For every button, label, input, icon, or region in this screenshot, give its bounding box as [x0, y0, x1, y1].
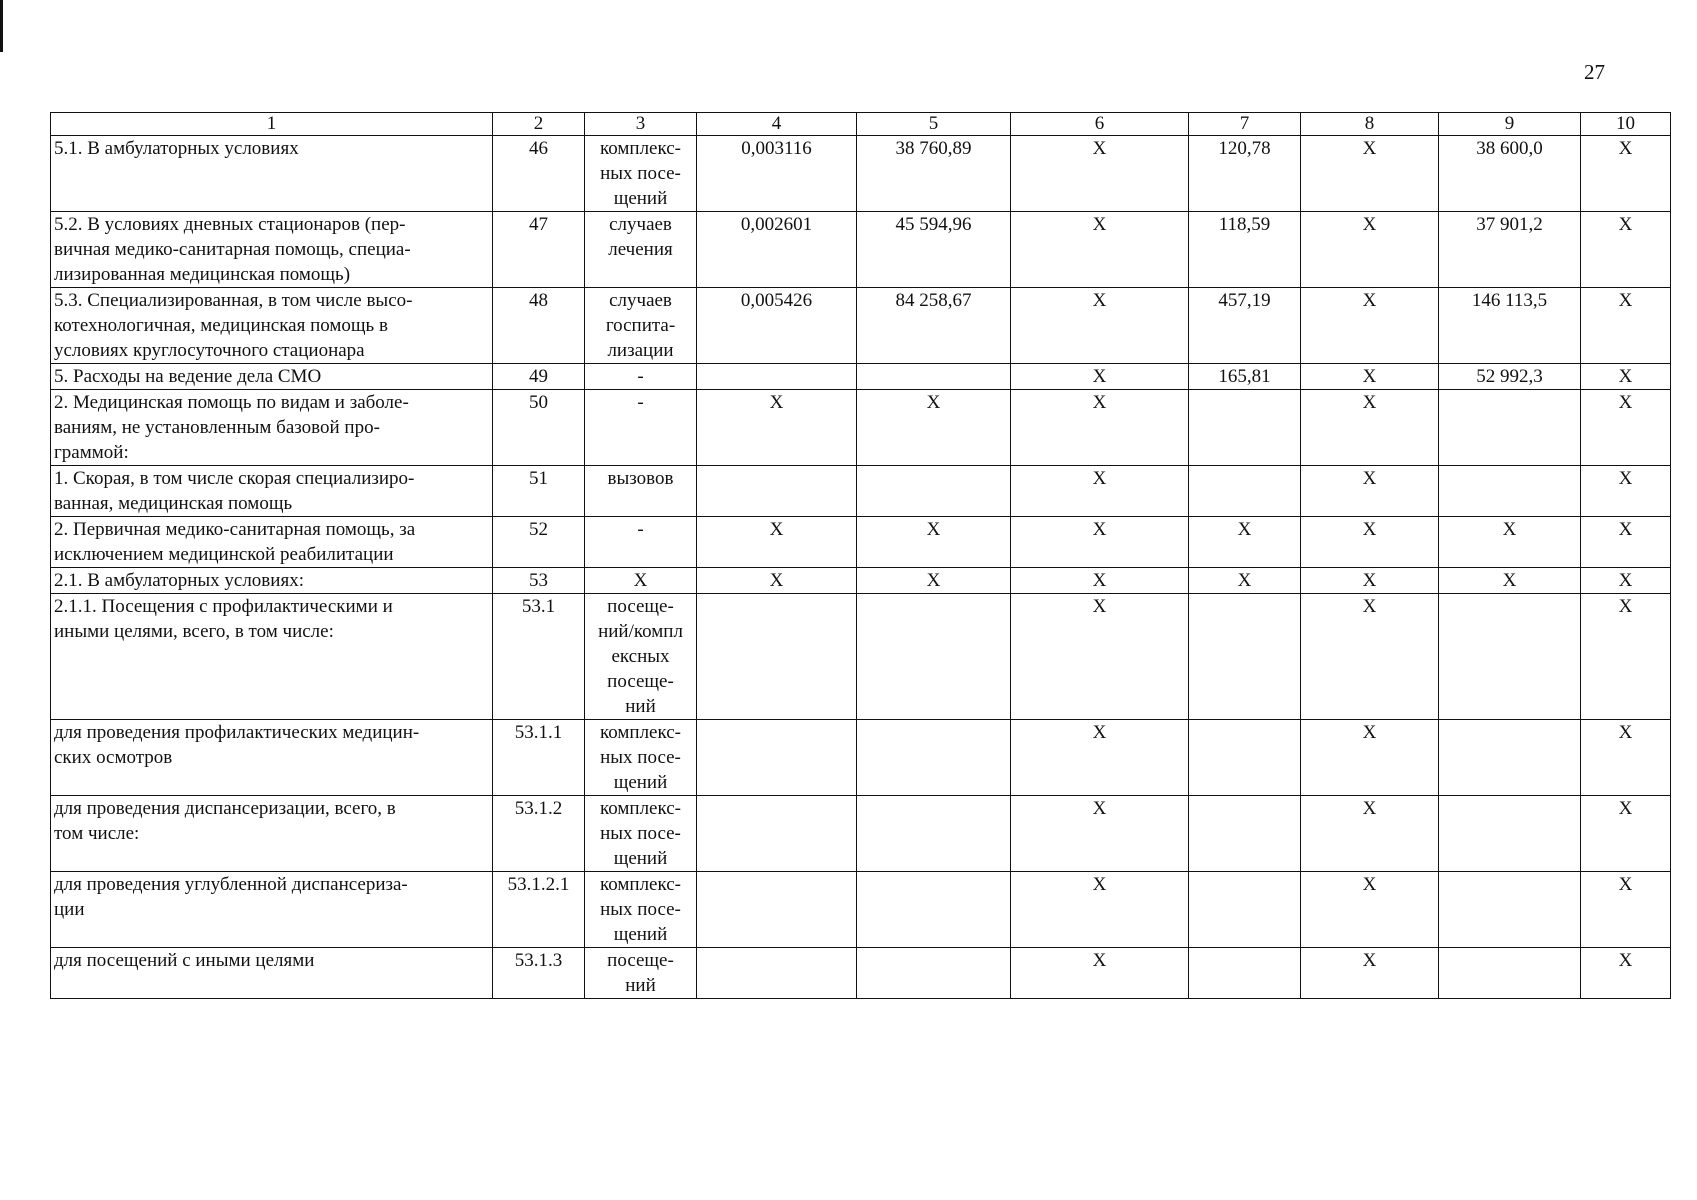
cell-col-8: X: [1301, 720, 1439, 796]
row-line-number: 53.1.2: [493, 796, 585, 872]
cell-col-7: 165,81: [1189, 364, 1301, 390]
cell-col-7: [1189, 948, 1301, 999]
column-header: 3: [585, 113, 697, 136]
column-header: 2: [493, 113, 585, 136]
table-row: [51, 288, 1671, 364]
row-name: для проведения диспансеризации, всего, в том числе:: [51, 796, 493, 872]
cell-col-6: X: [1011, 948, 1189, 999]
cell-col-9: 146 113,5: [1439, 288, 1581, 364]
row-unit: посеще- ний: [585, 948, 697, 999]
row-line-number: 53: [493, 568, 585, 594]
cell-col-7: X: [1189, 568, 1301, 594]
cell-col-9: [1439, 872, 1581, 948]
cell-col-8: X: [1301, 568, 1439, 594]
table-row: [51, 568, 1671, 594]
cell-col-9: 38 600,0: [1439, 136, 1581, 212]
cell-col-7: 118,59: [1189, 212, 1301, 288]
cell-col-5: X: [857, 390, 1011, 466]
table-row: [51, 390, 1671, 466]
row-unit: комплекс- ных посе- щений: [585, 720, 697, 796]
row-name: 5. Расходы на ведение дела СМО: [51, 364, 493, 390]
cell-col-4: 0,003116: [697, 136, 857, 212]
scan-edge-mark: [0, 0, 3, 52]
row-unit: комплекс- ных посе- щений: [585, 872, 697, 948]
table-row: [51, 872, 1671, 948]
row-unit: случаев госпита- лизации: [585, 288, 697, 364]
cell-col-9: X: [1439, 517, 1581, 568]
table-row: [51, 212, 1671, 288]
row-name: для проведения профилактических медицин- ских осмотров: [51, 720, 493, 796]
row-line-number: 53.1.3: [493, 948, 585, 999]
cell-col-6: X: [1011, 288, 1189, 364]
cell-col-4: X: [697, 568, 857, 594]
cell-col-6: X: [1011, 364, 1189, 390]
cell-col-7: 457,19: [1189, 288, 1301, 364]
cell-col-6: X: [1011, 466, 1189, 517]
cell-col-5: 38 760,89: [857, 136, 1011, 212]
cell-col-6: X: [1011, 594, 1189, 720]
cell-col-9: [1439, 796, 1581, 872]
cell-col-7: [1189, 466, 1301, 517]
row-name: 2. Первичная медико-санитарная помощь, за исключением медицинской реабилитации: [51, 517, 493, 568]
cell-col-10: X: [1581, 212, 1671, 288]
column-header: 9: [1439, 113, 1581, 136]
cell-col-8: X: [1301, 948, 1439, 999]
cell-col-9: 52 992,3: [1439, 364, 1581, 390]
cell-col-5: [857, 720, 1011, 796]
column-number-row: [51, 113, 1671, 136]
cell-col-4: X: [697, 390, 857, 466]
cell-col-5: X: [857, 568, 1011, 594]
row-unit: X: [585, 568, 697, 594]
table-row: [51, 594, 1671, 720]
cell-col-5: [857, 364, 1011, 390]
cell-col-10: X: [1581, 796, 1671, 872]
row-unit: случаев лечения: [585, 212, 697, 288]
row-unit: -: [585, 364, 697, 390]
cell-col-10: X: [1581, 568, 1671, 594]
cell-col-5: X: [857, 517, 1011, 568]
cell-col-5: [857, 466, 1011, 517]
column-header: 4: [697, 113, 857, 136]
cell-col-7: [1189, 796, 1301, 872]
cell-col-4: [697, 720, 857, 796]
row-unit: вызовов: [585, 466, 697, 517]
cell-col-6: X: [1011, 390, 1189, 466]
cell-col-4: 0,005426: [697, 288, 857, 364]
table-row: [51, 720, 1671, 796]
cell-col-6: X: [1011, 568, 1189, 594]
column-header: 5: [857, 113, 1011, 136]
cell-col-10: X: [1581, 288, 1671, 364]
row-line-number: 53.1: [493, 594, 585, 720]
row-unit: посеще- ний/компл ексных посеще- ний: [585, 594, 697, 720]
cost-table: [50, 112, 1671, 999]
cell-col-10: X: [1581, 364, 1671, 390]
table-row: [51, 517, 1671, 568]
cell-col-9: 37 901,2: [1439, 212, 1581, 288]
cell-col-10: X: [1581, 517, 1671, 568]
cell-col-9: [1439, 594, 1581, 720]
cell-col-6: X: [1011, 517, 1189, 568]
cell-col-8: X: [1301, 212, 1439, 288]
cell-col-4: [697, 796, 857, 872]
cell-col-9: X: [1439, 568, 1581, 594]
cell-col-4: 0,002601: [697, 212, 857, 288]
cell-col-4: [697, 594, 857, 720]
cell-col-8: X: [1301, 288, 1439, 364]
table-row: [51, 796, 1671, 872]
cell-col-7: X: [1189, 517, 1301, 568]
row-name: 5.2. В условиях дневных стационаров (пер- вичная медико-санитарная помощь, специа- лизированная медицинская помощь): [51, 212, 493, 288]
cell-col-10: X: [1581, 872, 1671, 948]
cell-col-4: X: [697, 517, 857, 568]
row-unit: комплекс- ных посе- щений: [585, 796, 697, 872]
table-row: [51, 364, 1671, 390]
row-line-number: 51: [493, 466, 585, 517]
page-number: 27: [1584, 60, 1605, 84]
cell-col-4: [697, 466, 857, 517]
cell-col-8: X: [1301, 136, 1439, 212]
row-line-number: 52: [493, 517, 585, 568]
row-name: 5.1. В амбулаторных условиях: [51, 136, 493, 212]
row-unit: комплекс- ных посе- щений: [585, 136, 697, 212]
column-header: 7: [1189, 113, 1301, 136]
row-line-number: 50: [493, 390, 585, 466]
cell-col-8: X: [1301, 594, 1439, 720]
cell-col-8: X: [1301, 364, 1439, 390]
cell-col-4: [697, 364, 857, 390]
cell-col-7: [1189, 872, 1301, 948]
cell-col-7: [1189, 594, 1301, 720]
row-unit: -: [585, 517, 697, 568]
row-name: 5.3. Специализированная, в том числе высо- котехнологичная, медицинская помощь в условиях круглосуточного стационара: [51, 288, 493, 364]
cell-col-10: X: [1581, 720, 1671, 796]
cell-col-5: [857, 872, 1011, 948]
row-line-number: 53.1.1: [493, 720, 585, 796]
cell-col-8: X: [1301, 796, 1439, 872]
cell-col-7: [1189, 720, 1301, 796]
cell-col-5: 45 594,96: [857, 212, 1011, 288]
cell-col-10: X: [1581, 466, 1671, 517]
row-line-number: 49: [493, 364, 585, 390]
cell-col-8: X: [1301, 466, 1439, 517]
cell-col-6: X: [1011, 872, 1189, 948]
row-name: для посещений с иными целями: [51, 948, 493, 999]
column-header: 1: [51, 113, 493, 136]
column-header: 8: [1301, 113, 1439, 136]
cell-col-6: X: [1011, 136, 1189, 212]
cell-col-10: X: [1581, 136, 1671, 212]
cell-col-8: X: [1301, 517, 1439, 568]
cell-col-4: [697, 948, 857, 999]
cell-col-6: X: [1011, 212, 1189, 288]
cell-col-6: X: [1011, 796, 1189, 872]
cell-col-5: 84 258,67: [857, 288, 1011, 364]
row-line-number: 53.1.2.1: [493, 872, 585, 948]
table-row: [51, 466, 1671, 517]
row-name: 2.1.1. Посещения с профилактическими и иными целями, всего, в том числе:: [51, 594, 493, 720]
cell-col-6: X: [1011, 720, 1189, 796]
cell-col-8: X: [1301, 390, 1439, 466]
table-row: [51, 136, 1671, 212]
cell-col-5: [857, 594, 1011, 720]
cell-col-9: [1439, 948, 1581, 999]
cell-col-7: [1189, 390, 1301, 466]
cell-col-9: [1439, 720, 1581, 796]
cell-col-9: [1439, 466, 1581, 517]
column-header: 6: [1011, 113, 1189, 136]
cell-col-10: X: [1581, 390, 1671, 466]
row-name: 1. Скорая, в том числе скорая специализиро- ванная, медицинская помощь: [51, 466, 493, 517]
cell-col-8: X: [1301, 872, 1439, 948]
cell-col-4: [697, 872, 857, 948]
column-header: 10: [1581, 113, 1671, 136]
cell-col-5: [857, 948, 1011, 999]
cell-col-5: [857, 796, 1011, 872]
cell-col-10: X: [1581, 594, 1671, 720]
row-name: 2.1. В амбулаторных условиях:: [51, 568, 493, 594]
cell-col-7: 120,78: [1189, 136, 1301, 212]
row-name: для проведения углубленной диспансериза- ции: [51, 872, 493, 948]
row-line-number: 48: [493, 288, 585, 364]
table-row: [51, 948, 1671, 999]
cell-col-9: [1439, 390, 1581, 466]
row-unit: -: [585, 390, 697, 466]
row-line-number: 46: [493, 136, 585, 212]
row-name: 2. Медицинская помощь по видам и заболе- ваниям, не установленным базовой про- граммой:: [51, 390, 493, 466]
cell-col-10: X: [1581, 948, 1671, 999]
row-line-number: 47: [493, 212, 585, 288]
